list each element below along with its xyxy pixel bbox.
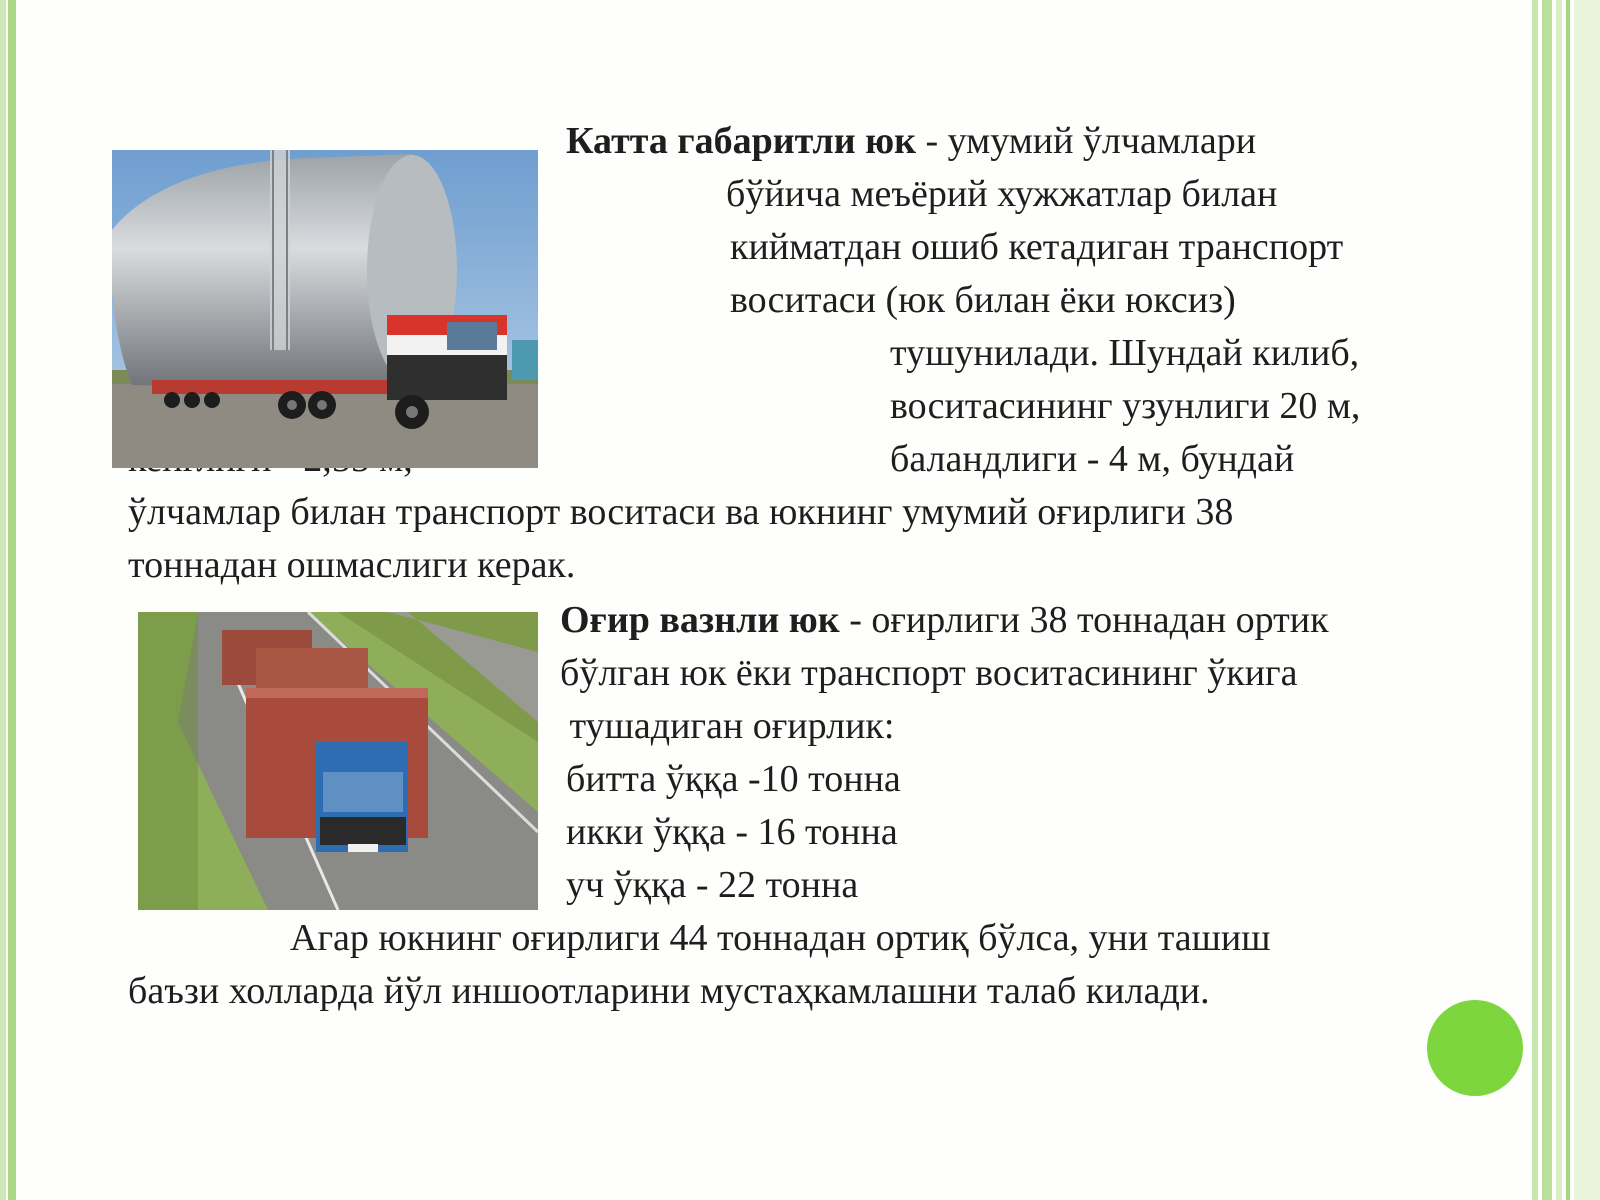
- left-border-strip-inner: [8, 0, 16, 1200]
- oversized-cargo-term: Катта габаритли юк: [566, 120, 917, 162]
- heavy-cargo-term: Оғир вазнли юк: [560, 599, 840, 641]
- decorative-green-circle: [1427, 1000, 1523, 1096]
- definition-line: воситаси (юк билан ёки юксиз): [730, 279, 1236, 321]
- oversized-cargo-truck-photo: [112, 150, 538, 468]
- right-border-strip: [1542, 0, 1552, 1200]
- definition-line: ўлчамлар билан транспорт воситаси ва юкнинг умумий оғирлиги 38: [128, 491, 1234, 533]
- note-line: Агар юкнинг оғирлиги 44 тоннадан ортиқ бўлса, уни ташиш: [290, 917, 1271, 959]
- definition-line: тушунилади. Шундай килиб,: [890, 332, 1360, 374]
- axle-limit-item: икки ўққа - 16 тонна: [566, 811, 898, 853]
- definition-line: воситасининг узунлиги 20 м,: [890, 385, 1361, 427]
- oversized-cargo-heading-line: [566, 122, 1256, 160]
- axle-limit-item: уч ўққа - 22 тонна: [566, 864, 859, 906]
- left-border-strip: [0, 0, 6, 1200]
- right-border-strip: [1574, 0, 1600, 1200]
- right-border-strip: [1532, 0, 1538, 1200]
- heavy-cargo-heading-line: [560, 601, 1329, 639]
- axle-limit-item: битта ўққа -10 тонна: [566, 758, 901, 800]
- heavy-cargo-convoy-photo: [138, 612, 538, 910]
- right-border-strip: [1566, 0, 1570, 1200]
- definition-line: тоннадан ошмаслиги керак.: [128, 544, 576, 586]
- note-line: баъзи холларда йўл иншоотларини мустаҳкамлашни талаб килади.: [128, 970, 1210, 1012]
- heavy-cargo-definition-start: - оғирлиги 38 тоннадан ортик: [839, 599, 1329, 641]
- definition-line: тушадиган оғирлик:: [560, 705, 895, 747]
- definition-line: бўлган юк ёки транспорт воситасининг ўкига: [560, 652, 1298, 694]
- definition-line: кийматдан ошиб кетадиган транспорт: [730, 226, 1344, 268]
- oversized-cargo-definition-start: - умумий ўлчамлари: [916, 120, 1257, 162]
- right-border-strip: [1556, 0, 1562, 1200]
- definition-line: бўйича меъёрий хужжатлар билан: [726, 173, 1278, 215]
- definition-line: баландлиги - 4 м, бундай: [890, 438, 1295, 480]
